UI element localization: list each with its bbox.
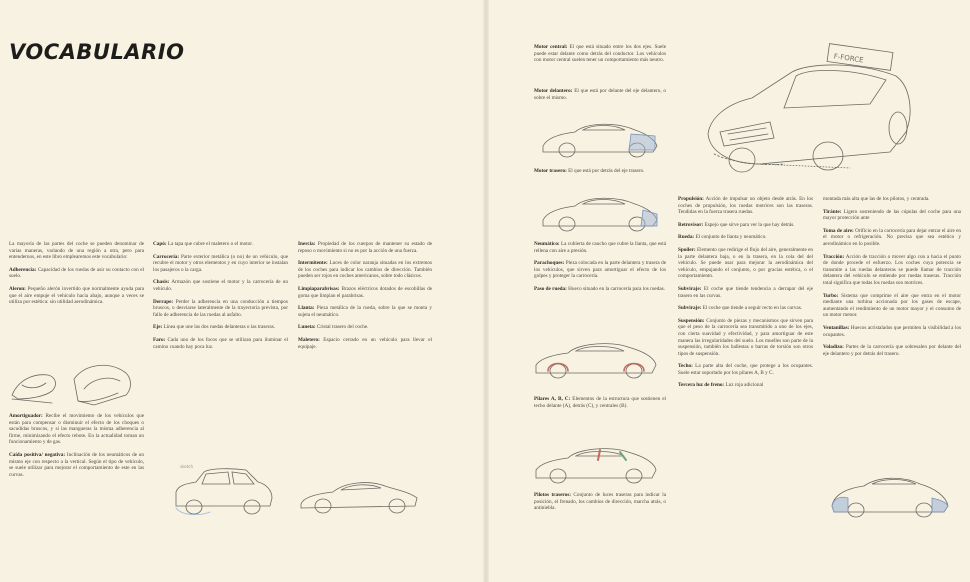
porsche-sketch-rear-engine (539, 190, 661, 236)
sedan-sketch-wheel-arch (532, 333, 662, 383)
porsche-sketch-front-engine (539, 116, 661, 162)
column-4-top (534, 44, 666, 70)
glossary-entry: Eje: Línea que une las dos ruedas delanteras o las traseras. (153, 324, 276, 331)
glossary-entry: Techo: La parte alta del coche, que protege a los ocupantes. Suele estar soportado por los pilares A, B y C. (678, 363, 814, 376)
glossary-entry: Pilotos traseros: Conjunto de luces traseras para indicar la posición, el frenado, los cambios de dirección, marcha atrás, o antiniebla. (534, 492, 667, 512)
glossary-entry: Carrocería: Parte exterior metálica (o no) de un vehículo, que recubre el motor y otros elementos y en cuyo interior se instalan los pasajeros o la carga. (153, 253, 289, 273)
glossary-entry: Parachoques: Pieza colocada en la parte delantera y trasera de los vehículos, que sirven para amortiguar el efecto de los golpes y proteger la carrocería. (534, 260, 666, 280)
glossary-entry: Maletero: Espacio cerrado en un vehículo para llevar el equipaje. (298, 336, 432, 350)
glossary-entry: Tiránte: Ligero sosteniendo de las cúpulas del coche para una mayor protección ante (823, 208, 961, 222)
column-4-middle (534, 241, 666, 299)
glossary-entry: Pilares A, B, C: Elementos de la estructura que sostienen el techo delante (A), detrás (C), y centrales (B). (534, 396, 667, 409)
spoiler-sketch (8, 355, 138, 413)
glossary-entry: Capó: La tapa que cubre el maletero o el motor. (153, 241, 253, 247)
column-2 (153, 241, 288, 356)
glossary-entry: Aleron: Pequeño alerón invertido que normalmente ayuda para que el aire empuje el vehículo hacia abajo, aunque a veces se utiliza por estética: sin utilidad aerodinámica. (9, 285, 144, 306)
column-4-pillars (534, 396, 666, 415)
column-1-lower (9, 413, 144, 484)
rally-car-sketch (700, 42, 920, 182)
glossary-entry: Chasis: Armazón que sostiene el motor y la carrocería de un vehículo. (153, 279, 288, 292)
glossary-entry: Adherencia: Capacidad de los ruedas de asir su contacto con el suelo. (9, 266, 145, 280)
glossary-entry: Tercera luz de freno: Luz roja adicional (678, 382, 764, 389)
glossary-entry: Spoiler: Elemento que redirige el flujo del aire, generalmente en la parte delantera baja, o en la trasera, en la cola del del vehículo. Se puede usar para mejorar la aerodinámica del vehículo, empujando el conjunto, o por gracias estética, o el comportamiento. (678, 246, 813, 280)
column-4-bottom (534, 492, 666, 518)
glossary-entry: Neumático: La cubierta de caucho que cubre la llanta, que está rellena con aire a presión. (534, 241, 667, 254)
glossary-entry: Derrape: Perder la adherencia en una conducción a tiempos bruscos, o desviarse lateralmente de la trayectoria prevista, por fallo de adherencia de las ruedas al asfalto. (153, 298, 288, 318)
glossary-entry: Suspensión: Conjunto de piezas y mecanismos que sirven para que el peso de la carrocería sea transmitido a uno de los ejes, con cierta suavidad y efectividad, y para amortiguar de este manera las irregularidades del suelo. Los muelles son parte de la suspensión, también los ballestas o barras de torsión son otros tipos de suspensión. (678, 317, 814, 357)
glossary-entry: Subviraje: El coche que tiende tendencia a derrapar del eje trasero en las curvas. (678, 285, 814, 299)
svg-text:sketch: sketch (180, 464, 194, 469)
page-title: VOCABULARIO (9, 40, 185, 64)
glossary-entry: montada más alta que las de los pilotos, y centrada. (823, 196, 930, 202)
column-3 (298, 241, 432, 356)
glossary-entry: Motor delantero: El que está por delante del eje delantero, o sobre el mismo. (534, 88, 667, 101)
column-5 (678, 196, 813, 395)
column-4-rear-engine (534, 168, 666, 181)
glossary-entry: Toma de aire: Orificio en la carrocería para dejar entrar el aire en el motor o refrigeración. No precisa que sea estético y aerodinámico en lo posible. (823, 227, 962, 247)
glossary-entry: Voladizo: Partes de la carrocería que sobresalen por delante del eje delantero y por detrás del trasero. (823, 344, 962, 357)
glossary-entry: Retrovisor: Espejo que sirve para ver la que hay detrás. (678, 221, 795, 228)
glossary-entry: Rueda: El conjunto de llanta y neumático. (678, 234, 767, 241)
glossary-entry: Intermitente: Luces de color naranja situadas en los extremos de los coches para indicar los cambios de dirección. También pueden ser rojos en coches americanos, sobre todo clásicos. (298, 260, 432, 280)
glossary-entry: Turbo: Sistema que comprime el aire que entra en el motor mediante una turbina accionada por los gases de escape, aumentando el rendimiento de un motor mayor y el consumo de un motor menor. (823, 292, 962, 319)
glossary-entry: Propulsión: Acción de impulsar un objeto desde atrás. En los coches de propulsión, los ruedas motrices son las traseras. Tendidas en la fuerza trasera ruedas. (678, 196, 813, 216)
glossary-entry: Faro: Cada uno de los focos que se utilizan para iluminar el camino cuando hay poca luz. (153, 336, 289, 350)
glossary-entry: Motor central: El que está situado entre los dos ejes. Suele puede estar delante como detrás del conductor. Los vehículos con motor central suelen tener un comportamiento más neutro. (534, 44, 666, 64)
column-4-front-engine (534, 88, 666, 107)
glossary-entry: Ventanillas: Huecos acristalados que permiten la visibilidad a los ocupantes. (823, 324, 961, 338)
glossary-entry: Paso de rueda: Hueco situado en la carrocería para los ruedas. (534, 285, 665, 292)
glossary-entry: Motor trasero: El que está por detrás del eje trasero. (534, 168, 645, 174)
column-1-entries-a (9, 267, 144, 306)
glossary-entry: Limpiaparabrisas: Brazos eléctricos dotados de escobillas de goma que limpian el parabrisas. (298, 285, 432, 299)
column-6 (823, 196, 961, 363)
sedan-sketch-pillars (532, 438, 662, 488)
intro-paragraph: La mayoría de las partes del coche se pueden denominar de varias maneras, variando de una región a otra, pero para entendernos, en este libro emplearemos este vocabulario: (9, 241, 144, 261)
glossary-entry: Amortiguador: Recibe el movimiento de los vehículos que están para compensar o disminuir el efecto de los choques o sacudidas bruscos, y si las mangueras la misma adherencia al firme, minimizando el efecto rebote. En la actualidad toman un funcionamiento y de gas. (9, 413, 145, 446)
glossary-entry: Llanta: Pieza metálica de la rueda, sobre la que se monta y sujeta el neumático. (298, 305, 432, 318)
glossary-entry: Caída positiva/ negativa: Inclinación de los neumáticos de un mismo eje con respecto a la vertical. Según el tipo de vehículo, se suele utilizar para mejorar el comportamiento de este en las curvas. (9, 451, 144, 478)
coupe-sketch-left (297, 470, 421, 520)
column-1 (9, 241, 144, 312)
hatchback-sketch (170, 462, 278, 522)
glossary-entry: Tracción: Acción de tracción o mover algo con a hacia el punto de donde procede el esfuerzo. Los coches cuya potencia se transmite a las ruedas delanteras se puede llamar de tracción delantera del vehículo se entiende por ruedas traseras. Tracción total significa que todas los ruedas son motrices. (823, 253, 961, 286)
sketch-sign-text: F-FORCE (833, 52, 865, 65)
book-gutter (483, 0, 489, 582)
glossary-entry: Subviraje: El coche que tiende a seguir recto en las curvas. (678, 305, 803, 312)
glossary-entry: Inercia: Propiedad de los cuerpos de mantener su estado de reposo o movimiento si no es por la acción de una fuerza. (298, 241, 433, 254)
beetle-sketch-overhang (828, 470, 952, 522)
glossary-entry: Luneta: Cristal trasero del coche. (298, 324, 369, 331)
